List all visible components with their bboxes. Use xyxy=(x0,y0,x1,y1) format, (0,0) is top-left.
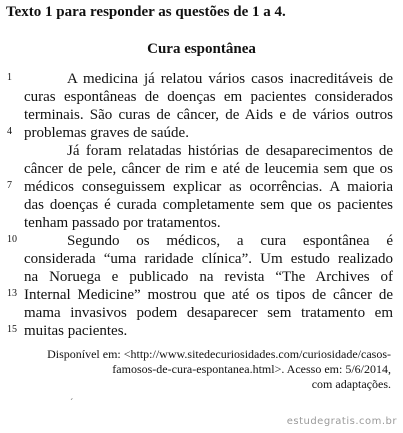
text-line: Já foram relatadas histórias de desaparecimentos de xyxy=(67,143,393,159)
text-line: problemas graves de saúde. xyxy=(24,125,189,141)
source-line: famosos-de-cura-espontanea.html>. Acesso em: 5/6/2014, xyxy=(112,362,391,376)
text-line: tenham passado por tratamentos. xyxy=(24,215,221,231)
source-citation xyxy=(21,347,391,392)
text-line: A medicina já relatou vários casos inacreditáveis de xyxy=(67,71,393,87)
line-number: 15 xyxy=(7,324,17,335)
question-header: Texto 1 para responder as questões de 1 a 4. xyxy=(6,4,286,20)
line-number: 7 xyxy=(7,180,12,191)
line-number: 10 xyxy=(7,234,17,245)
line-number: 4 xyxy=(7,126,12,137)
text-line: Segundo os médicos, a cura espontânea é xyxy=(67,233,393,249)
text-line: muitas pacientes. xyxy=(24,323,128,339)
text-line: curas espontâneas de doenças em pacientes considerados xyxy=(24,89,393,105)
text-line: na Noruega e publicado na revista “The Archives of xyxy=(24,269,393,285)
source-line: Disponível em: <http://www.sitedecuriosidades.com/curiosidade/casos- xyxy=(47,347,391,361)
text-line: das doenças é curada completamente sem que os pacientes xyxy=(24,197,393,213)
stray-mark: ´ xyxy=(70,398,74,409)
line-number: 13 xyxy=(7,288,17,299)
text-title: Cura espontânea xyxy=(147,41,256,57)
text-line: considerada “uma raridade clínica”. Um estudo realizado xyxy=(24,251,393,267)
text-line: câncer de pele, câncer de rim e até de leucemia sem que os xyxy=(24,161,393,177)
site-watermark: estudegratis.com.br xyxy=(286,416,397,427)
source-line: com adaptações. xyxy=(311,377,391,391)
text-line: mama invasivos podem desaparecer sem tratamento em xyxy=(24,305,393,321)
text-line: terminais. São curas de câncer, de Aids e de vários outros xyxy=(24,107,393,123)
line-number: 1 xyxy=(7,72,12,83)
text-line: médicos conseguissem explicar as ocorrências. A maioria xyxy=(24,179,393,195)
text-line: Internal Medicine” mostrou que até os tipos de câncer de xyxy=(24,287,393,303)
